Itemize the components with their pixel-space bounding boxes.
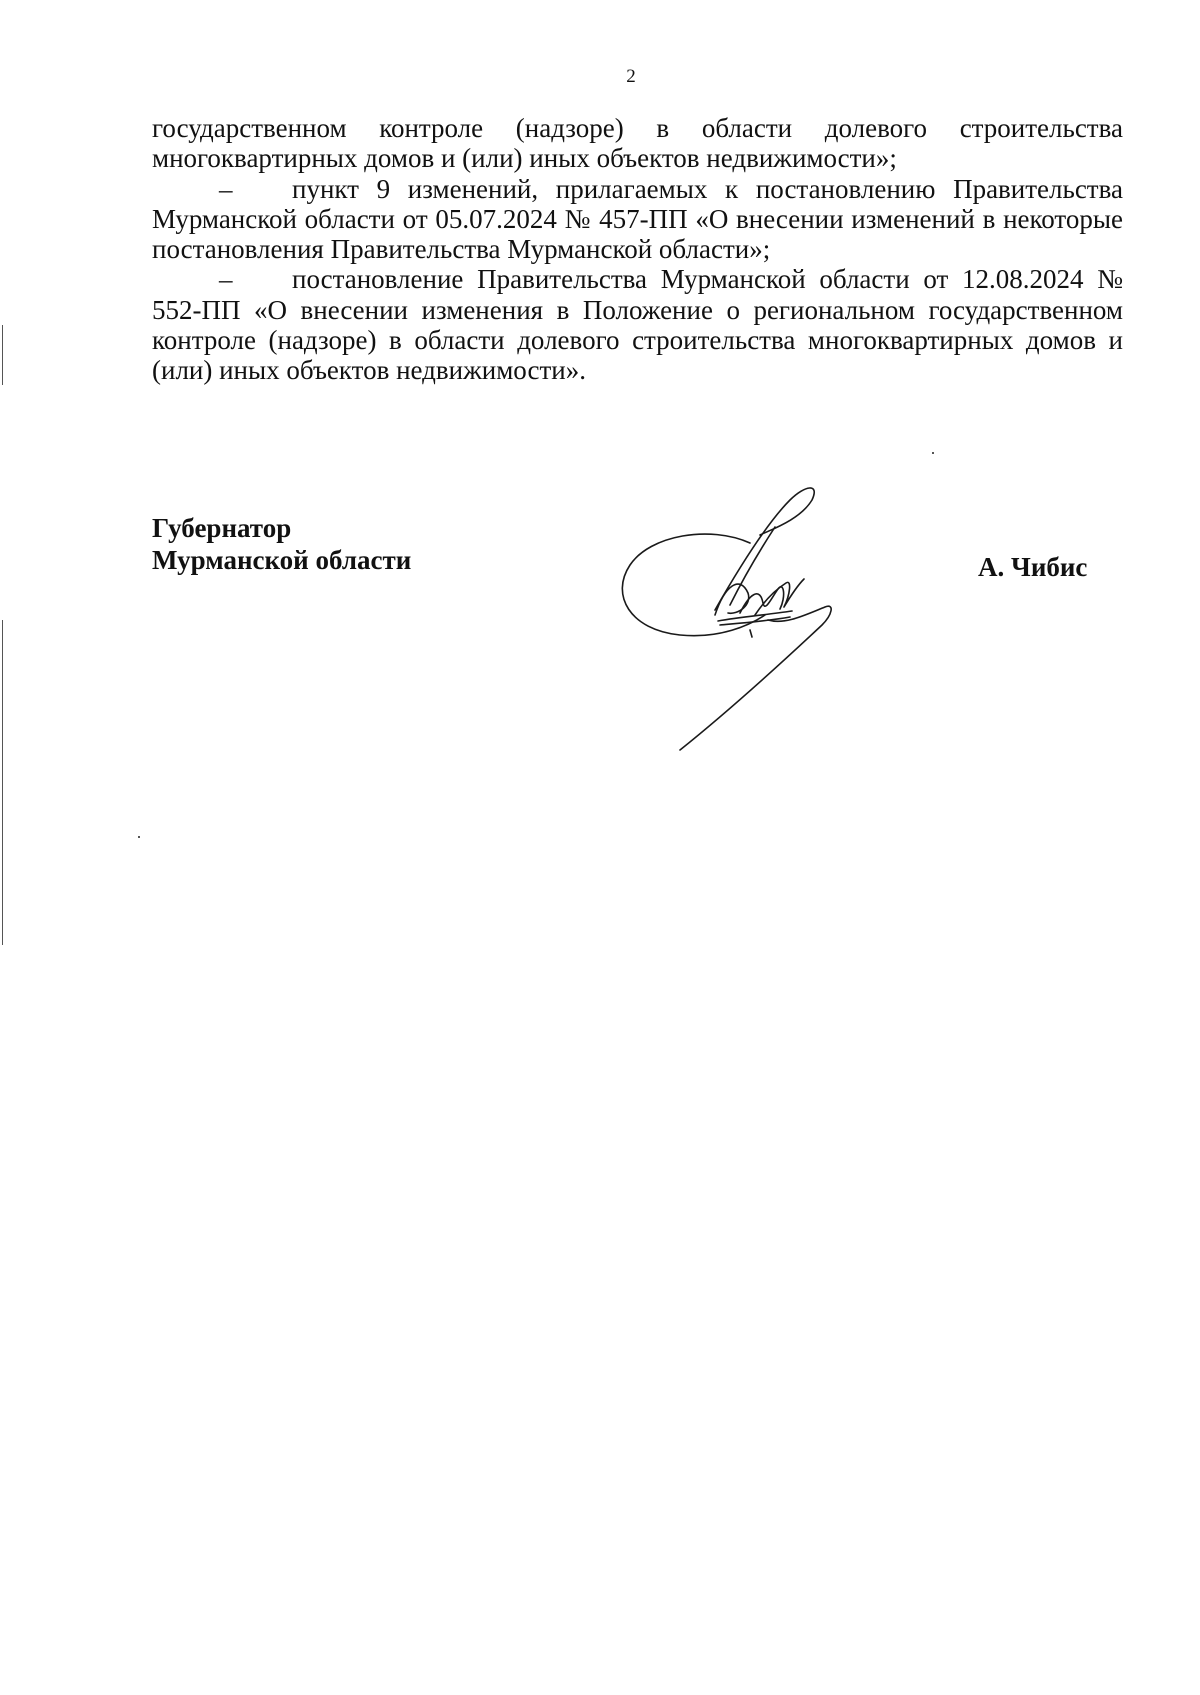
dash-marker: – — [219, 264, 233, 295]
signer-name: А. Чибис — [978, 552, 1088, 582]
page-number: 2 — [626, 66, 636, 87]
document-body — [152, 113, 1123, 386]
list-item-text: постановление Правительства Мурманской области от 12.08.2024 № 552-ПП «О внесении изменения в Положение о региональном государственном контроле (надзоре) в области долевого строительства многоквартирных домов и (или) иных объектов недвижимости». — [152, 264, 1123, 386]
list-item-text: пункт 9 изменений, прилагаемых к постановлению Правительства Мурманской области от 05.07.2024 № 457-ПП «О внесении изменений в некоторые постановления Правительства Мурманской области»; — [152, 173, 1123, 265]
dash-marker: – — [219, 173, 233, 204]
signer-position-line: Губернатор — [152, 513, 292, 543]
scan-edge-mark — [2, 325, 3, 385]
scan-edge-mark — [2, 620, 3, 945]
paragraph-continuation: государственном контроле (надзоре) в области долевого строительства многоквартирных домов и (или) иных объектов недвижимости»; — [152, 113, 1123, 174]
handwritten-signature-icon — [600, 465, 900, 765]
scan-dot — [138, 836, 140, 838]
list-item — [152, 264, 1123, 385]
signer-position-line: Мурманской области — [152, 545, 412, 575]
list-item — [152, 174, 1123, 265]
signer-position — [152, 512, 411, 576]
scan-dot — [932, 452, 934, 454]
